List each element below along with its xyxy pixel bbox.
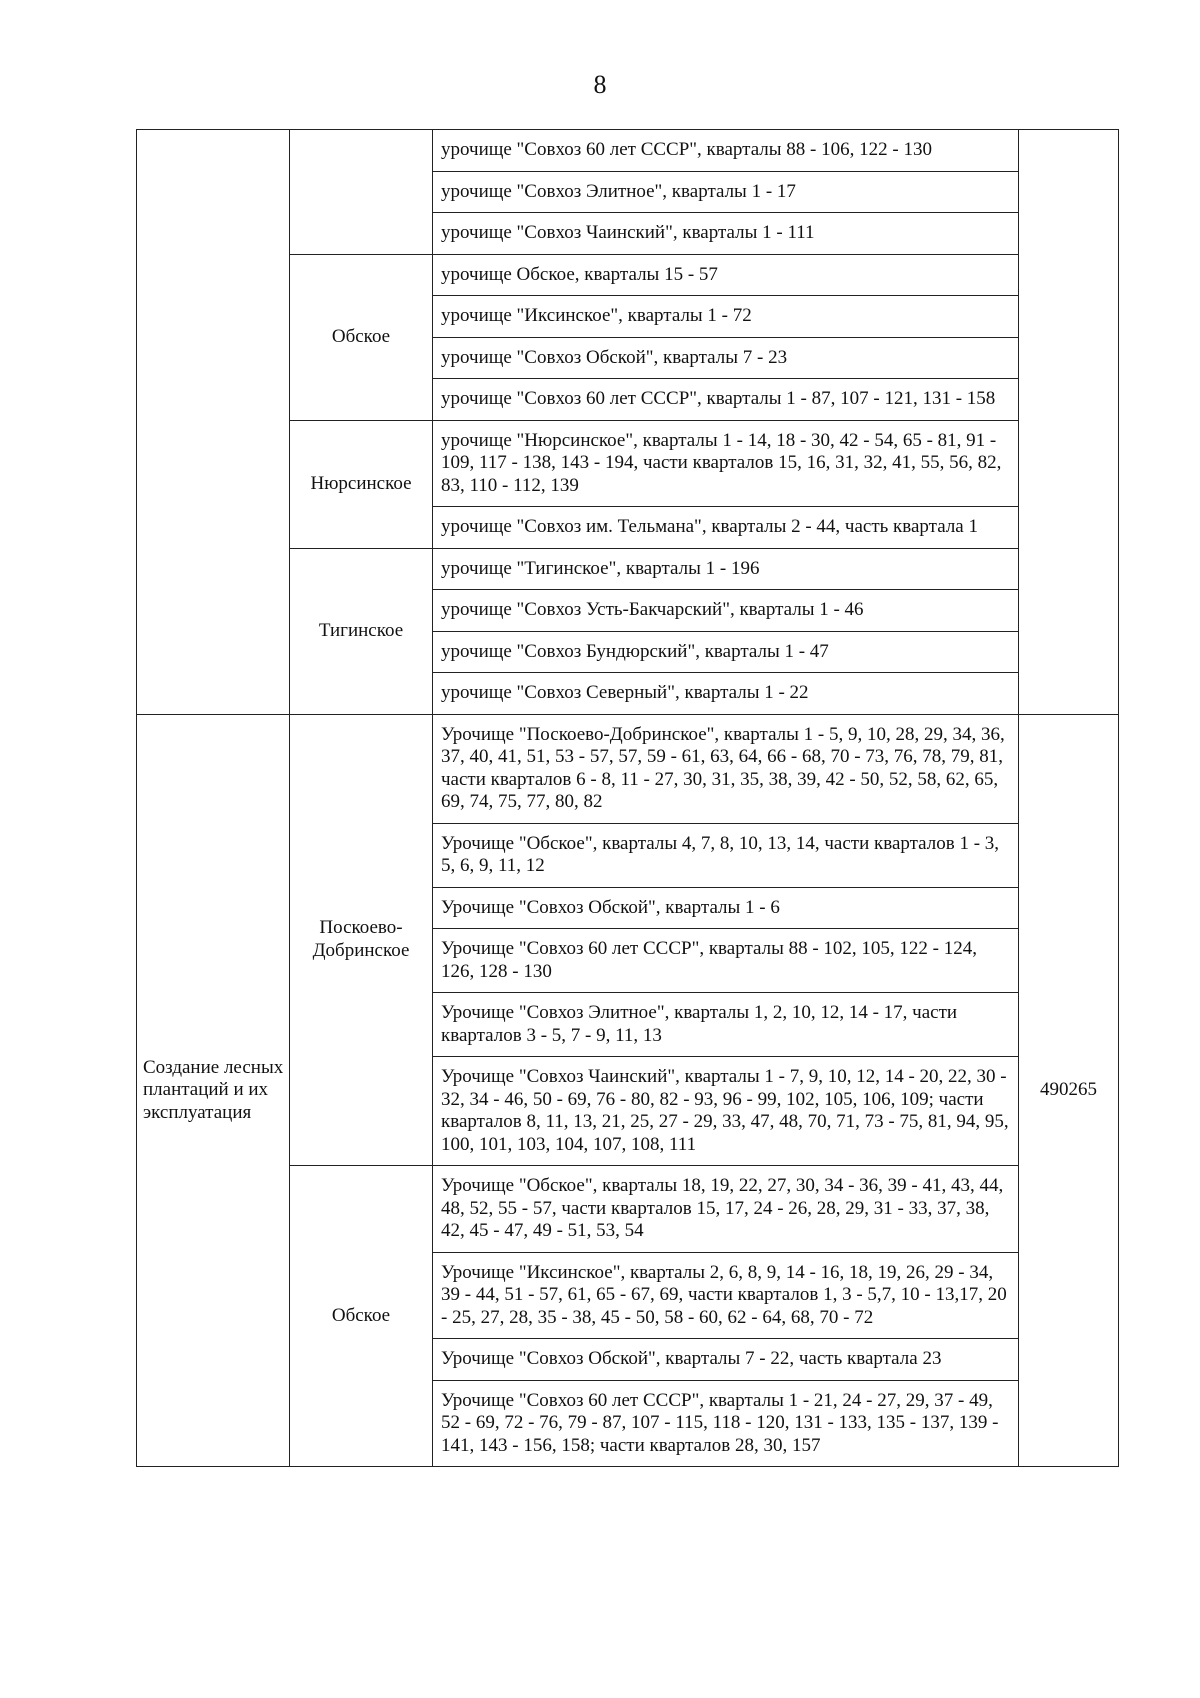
table-body: [137, 130, 1119, 1467]
location-cell: Урочище "Совхоз Обской", кварталы 1 - 6: [433, 887, 1019, 929]
activity-type-cell: [137, 130, 290, 715]
location-cell: Урочище "Совхоз 60 лет СССР", кварталы 88 - 102, 105, 122 - 124, 126, 128 - 130: [433, 929, 1019, 993]
location-cell: урочище "Совхоз Обской", кварталы 7 - 23: [433, 337, 1019, 379]
location-cell: урочище Обское, кварталы 15 - 57: [433, 254, 1019, 296]
location-cell: Урочище "Обское", кварталы 4, 7, 8, 10, 13, 14, части кварталов 1 - 3, 5, 6, 9, 11, 12: [433, 823, 1019, 887]
district-cell: Тигинское: [290, 548, 433, 714]
page-number: 8: [593, 70, 607, 99]
location-cell: Урочище "Совхоз 60 лет СССР", кварталы 1 - 21, 24 - 27, 29, 37 - 49, 52 - 69, 72 - 76, 79 - 87, 107 - 115, 118 - 120, 131 - 133, 135 - 137, 139 - 141, 143 - 156, 158; части кварталов 28, 30, 157: [433, 1380, 1019, 1467]
location-cell: Урочище "Совхоз Чаинский", кварталы 1 - 7, 9, 10, 12, 14 - 20, 22, 30 - 32, 34 - 46, 50 - 69, 76 - 80, 82 - 93, 96 - 99, 102, 105, 106, 109; части кварталов 8, 11, 13, 21, 25, 27 - 29, 33, 47, 48, 70, 71, 73 - 75, 81, 94, 95, 100, 101, 103, 104, 107, 108, 111: [433, 1057, 1019, 1166]
district-cell: Поскоево-Добринское: [290, 714, 433, 1166]
location-cell: урочище "Совхоз Усть-Бакчарский", кварталы 1 - 46: [433, 590, 1019, 632]
area-cell: [1019, 130, 1119, 715]
location-cell: Урочище "Совхоз Элитное", кварталы 1, 2, 10, 12, 14 - 17, части кварталов 3 - 5, 7 - 9, 11, 13: [433, 993, 1019, 1057]
table-row: [137, 130, 1119, 172]
district-cell: [290, 130, 433, 255]
area-cell: 490265: [1019, 714, 1119, 1467]
location-cell: урочище "Совхоз Бундюрский", кварталы 1 - 47: [433, 631, 1019, 673]
location-cell: урочище "Тигинское", кварталы 1 - 196: [433, 548, 1019, 590]
location-cell: Урочище "Иксинское", кварталы 2, 6, 8, 9, 14 - 16, 18, 19, 26, 29 - 34, 39 - 44, 51 - 57, 61, 65 - 67, 69, части кварталов 1, 3 - 5,7, 10 - 13,17, 20 - 25, 27, 28, 35 - 38, 45 - 50, 58 - 60, 62 - 64, 68, 70 - 72: [433, 1252, 1019, 1339]
location-cell: урочище "Нюрсинское", кварталы 1 - 14, 18 - 30, 42 - 54, 65 - 81, 91 - 109, 117 - 138, 143 - 194, части кварталов 15, 16, 31, 32, 41, 55, 56, 82, 83, 110 - 112, 139: [433, 420, 1019, 507]
district-cell: Нюрсинское: [290, 420, 433, 548]
district-cell: Обское: [290, 254, 433, 420]
location-cell: урочище "Совхоз 60 лет СССР", кварталы 88 - 106, 122 - 130: [433, 130, 1019, 172]
location-cell: урочище "Совхоз Северный", кварталы 1 - 22: [433, 673, 1019, 715]
location-cell: урочище "Иксинское", кварталы 1 - 72: [433, 296, 1019, 338]
location-cell: урочище "Совхоз Элитное", кварталы 1 - 17: [433, 171, 1019, 213]
table-row: [137, 714, 1119, 823]
activity-type-cell: Создание лесных плантаций и их эксплуатация: [137, 714, 290, 1467]
forest-plots-table: [136, 129, 1119, 1467]
location-cell: Урочище "Обское", кварталы 18, 19, 22, 27, 30, 34 - 36, 39 - 41, 43, 44, 48, 52, 55 - 57, части кварталов 15, 17, 24 - 26, 28, 29, 31 - 33, 37, 38, 42, 45 - 47, 49 - 51, 53, 54: [433, 1166, 1019, 1253]
district-cell: Обское: [290, 1166, 433, 1467]
location-cell: урочище "Совхоз им. Тельмана", кварталы 2 - 44, часть квартала 1: [433, 507, 1019, 549]
location-cell: урочище "Совхоз 60 лет СССР", кварталы 1 - 87, 107 - 121, 131 - 158: [433, 379, 1019, 421]
location-cell: Урочище "Совхоз Обской", кварталы 7 - 22, часть квартала 23: [433, 1339, 1019, 1381]
location-cell: урочище "Совхоз Чаинский", кварталы 1 - 111: [433, 213, 1019, 255]
location-cell: Урочище "Поскоево-Добринское", кварталы 1 - 5, 9, 10, 28, 29, 34, 36, 37, 40, 41, 51, 53 - 57, 57, 59 - 61, 63, 64, 66 - 68, 70 - 73, 76, 78, 79, 81, части кварталов 6 - 8, 11 - 27, 30, 31, 35, 38, 39, 42 - 50, 52, 58, 62, 65, 69, 74, 75, 77, 80, 82: [433, 714, 1019, 823]
